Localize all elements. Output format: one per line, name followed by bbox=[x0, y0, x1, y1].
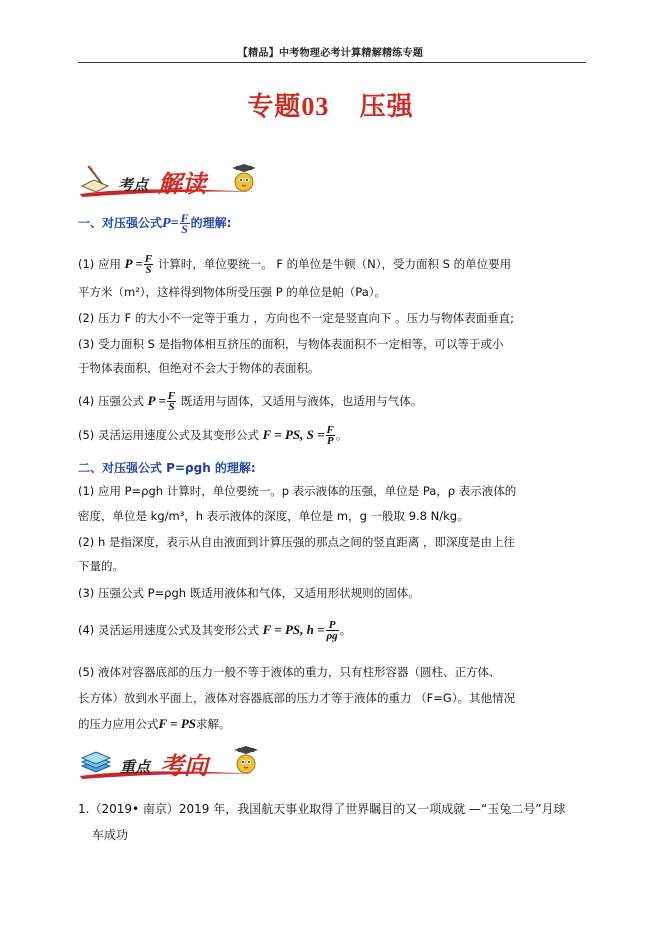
question1-line1: 1.（2019• 南京）2019 年，我国航天事业取得了世界瞩目的又一项成就 —“玉兔二号”月球 bbox=[78, 802, 566, 816]
banner2-label-big: 考向 bbox=[160, 751, 208, 780]
fraction-denominator: S bbox=[181, 222, 188, 236]
frac-n-2: F bbox=[167, 390, 176, 402]
inline-fraction-4 bbox=[326, 620, 339, 641]
section1-heading-post: 的理解: bbox=[190, 216, 232, 230]
title-number: 03 bbox=[301, 92, 330, 121]
graduate-owl-icon-2 bbox=[232, 746, 260, 776]
frac-n: F bbox=[144, 253, 153, 265]
p5-pre: (5) 灵活运用速度公式及其变形公式 bbox=[78, 428, 259, 442]
graduate-owl-icon bbox=[230, 164, 258, 194]
book-pen-icon bbox=[80, 166, 110, 194]
formula-f-ps-3: F = PS bbox=[158, 716, 197, 731]
section1-heading bbox=[78, 213, 231, 234]
banner1-label-small: 考点 bbox=[118, 176, 149, 194]
title-topic: 压强 bbox=[359, 92, 414, 122]
formula-f-ps: F = PS, S = bbox=[262, 427, 325, 442]
frac-n-4: P bbox=[326, 620, 339, 631]
frac-d-3: P bbox=[326, 435, 334, 447]
inline-formula-p: P = bbox=[124, 256, 143, 271]
section1-para1-line2: 平方米（m²），这样得到物体所受压强 P 的单位是帕（Pa）。 bbox=[78, 285, 387, 299]
section1-para1-line1 bbox=[78, 254, 586, 275]
frac-d-2: S bbox=[168, 401, 175, 413]
inline-fraction-3 bbox=[326, 425, 335, 446]
book-stack-icon bbox=[80, 748, 112, 776]
s2-p4-pre: (4) 灵活运用速度公式及其变形公式 bbox=[78, 623, 259, 637]
section1-para2: (2) 压力 F 的大小不一定等于重力 ，方向也不一定是竖直向下 。压力与物体表面垂直; bbox=[78, 311, 515, 325]
s2-p5c-post: 求解。 bbox=[196, 717, 231, 731]
section2-para1-line2: 密度，单位是 kg/m³，h 表示液体的深度，单位是 m，g 一般取 9.8 N/kg。 bbox=[78, 509, 469, 523]
section1-para5 bbox=[78, 425, 586, 446]
section2-para4 bbox=[78, 620, 586, 641]
inline-fraction bbox=[144, 254, 153, 275]
section1-para4 bbox=[78, 391, 586, 412]
section1-heading-pre: 一、对压强公式 bbox=[78, 216, 163, 230]
p1-pre: (1) 应用 bbox=[78, 257, 121, 271]
header-rule bbox=[78, 62, 586, 63]
section1-para3-line1: (3) 受力面积 S 是指物体相互挤压的面积，与物体表面积不一定相等，可以等于或小 bbox=[78, 337, 504, 351]
frac-d: S bbox=[145, 264, 152, 276]
section2-para1-line1: (1) 应用 P=ρgh 计算时，单位要统一。p 表示液体的压强，单位是 Pa，ρ 表示液体的 bbox=[78, 484, 517, 498]
p5-post: 。 bbox=[335, 428, 348, 442]
fraction-numerator: F bbox=[180, 211, 189, 225]
formula-p: P bbox=[162, 216, 171, 231]
p1-post: 计算时，单位要统一。 F 的单位是牛顿（N），受力面积 S 的单位要用 bbox=[157, 257, 512, 271]
section2-para5-line1: (5) 液体对容器底部的压力一般不等于液体的重力，只有柱形容器（圆柱、正方体、 bbox=[78, 665, 501, 679]
page-header: 【精品】中考物理必考计算精解精练专题 bbox=[237, 48, 424, 59]
document-title bbox=[0, 86, 661, 123]
s2-p5c-pre: 的压力应用公式 bbox=[78, 717, 159, 731]
formula-eq: = bbox=[170, 216, 179, 231]
banner2-label-small: 重点 bbox=[120, 758, 151, 776]
section2-para2-line1: (2) h 是指深度，表示从自由液面到计算压强的那点之间的竖直距离 ，即深度是由上往 bbox=[78, 535, 516, 549]
section2-para2-line2: 下量的。 bbox=[78, 559, 124, 573]
section2-para3: (3) 压强公式 P=ρgh 既适用液体和气体，又适用形状规则的固体。 bbox=[78, 586, 420, 600]
banner-kaodian-jiedu bbox=[78, 160, 268, 200]
p4-pre: (4) 压强公式 bbox=[78, 394, 144, 408]
s2-p4-post: 。 bbox=[339, 623, 352, 637]
formula-f-ps-h: F = PS, h = bbox=[262, 622, 325, 637]
inline-formula-p2: P = bbox=[147, 393, 166, 408]
frac-d-4: ρg bbox=[326, 630, 338, 642]
frac-n-3: F bbox=[326, 424, 334, 436]
formula-fraction bbox=[180, 213, 190, 234]
section2-para5-line3 bbox=[78, 716, 586, 732]
banner-zhongdian-kaoxiang bbox=[78, 742, 268, 782]
section1-para3-line2: 于物体表面积，但绝对不会大于物体的表面积。 bbox=[78, 361, 320, 375]
title-prefix: 专题 bbox=[247, 92, 302, 122]
section2-para5-line2: 长方体）放到水平面上，液体对容器底部的压力才等于液体的重力 （F=G）。其他情况 bbox=[78, 691, 516, 705]
question1-line2: 车成功 bbox=[92, 828, 129, 842]
p4-post: 既适用与固体，又适用与液体，也适用与气体。 bbox=[180, 394, 423, 408]
banner1-label-big: 解读 bbox=[158, 169, 206, 198]
inline-fraction-2 bbox=[167, 391, 176, 412]
section2-heading: 二、对压强公式 P=ρgh 的理解: bbox=[78, 461, 256, 475]
